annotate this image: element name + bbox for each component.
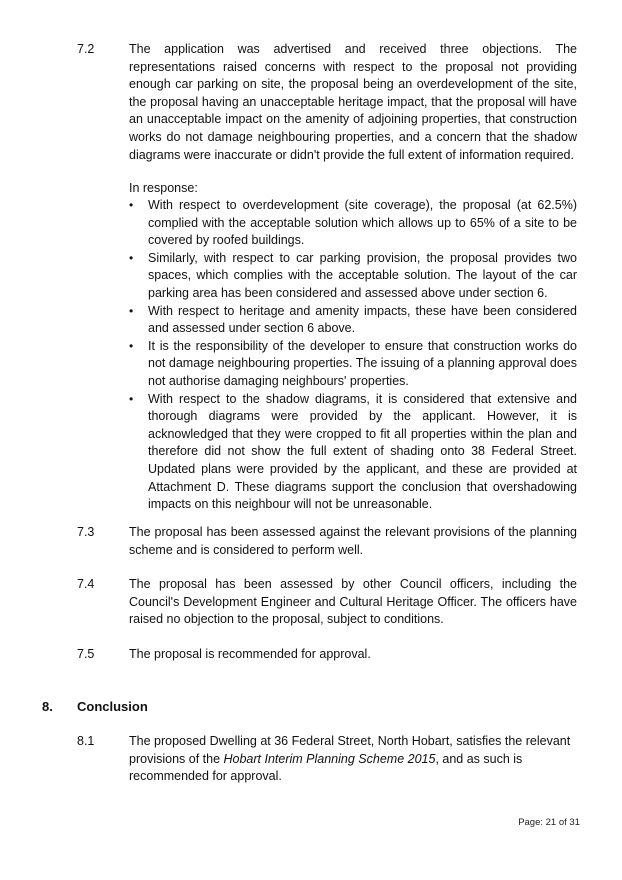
paragraph-number: 7.4 xyxy=(77,577,95,591)
paragraph-text-part: , and as such is recommended for approval. xyxy=(129,751,523,784)
section-title: Conclusion xyxy=(77,699,148,714)
paragraph-text: The proposal has been assessed against the relevant provisions of the planning scheme and is considered to perform well. xyxy=(129,525,577,557)
paragraph-text: The application was advertised and received three objections. The representations raised concerns with respect to the proposal not providing enough car parking on site, the proposal being an overdevelopment of the site, the proposal having an unacceptable heritage impact, that the proposal will have an unacceptable impact on the amenity of adjoining properties, that construction works do not damage neighbouring properties, and a concern that the shadow diagrams were inaccurate or didn't provide the full extent of information required. xyxy=(129,42,577,162)
bullet-icon: • xyxy=(129,391,134,406)
list-item xyxy=(129,338,577,391)
bullet-icon: • xyxy=(129,303,134,318)
bullet-icon: • xyxy=(129,338,134,353)
paragraph-text: The proposal is recommended for approval. xyxy=(129,647,371,661)
bullet-text: With respect to overdevelopment (site coverage), the proposal (at 62.5%) complied with the acceptable solution which allows up to 65% of a site to be covered by roofed buildings. xyxy=(148,198,577,248)
list-item xyxy=(129,197,577,250)
bullet-text: With respect to heritage and amenity impacts, these have been considered and assessed under section 6 above. xyxy=(148,303,577,336)
response-bullet-list xyxy=(129,197,577,514)
page-number: Page: 21 of 31 xyxy=(518,817,580,828)
bullet-text: Similarly, with respect to car parking provision, the proposal provides two spaces, which complies with the acceptable solution. The layout of the car parking area has been considered and assessed above under section 6. xyxy=(148,250,577,300)
paragraph-number: 7.2 xyxy=(77,42,95,56)
list-item xyxy=(129,391,577,514)
planning-scheme-title: Hobart Interim Planning Scheme 2015 xyxy=(223,751,436,766)
bullet-icon: • xyxy=(129,250,134,265)
paragraph-text: The proposal has been assessed by other Council officers, including the Council's Development Engineer and Cultural Heritage Officer. The officers have raised no objection to the proposal, subject to conditions. xyxy=(129,577,577,627)
paragraph-number: 8.1 xyxy=(77,734,95,748)
section-number: 8. xyxy=(42,699,53,714)
list-item xyxy=(129,303,577,338)
list-item xyxy=(129,250,577,303)
paragraph-number: 7.3 xyxy=(77,525,95,539)
paragraph-text-part: The proposed Dwelling at 36 Federal Street, North Hobart, satisfies the relevant provisions of the xyxy=(129,734,571,766)
paragraph-number: 7.5 xyxy=(77,647,95,661)
paragraph-text xyxy=(129,733,577,786)
bullet-text: It is the responsibility of the developer to ensure that construction works do not damage neighbouring properties. The issuing of a planning approval does not authorise damaging neighbours' properties. xyxy=(148,338,577,388)
bullet-icon: • xyxy=(129,198,134,212)
response-intro: In response: xyxy=(129,181,198,195)
bullet-text: With respect to the shadow diagrams, it is considered that extensive and thorough diagrams were provided by the applicant. However, it is acknowledged that they were cropped to fit all properties within the plan and therefore did not show the full extent of shading onto 38 Federal Street. Updated plans were provided by the applicant, and these are provided at Attachment D. These diagrams support the conclusion that overshadowing impacts on this neighbour will not be unreasonable. xyxy=(148,391,577,512)
